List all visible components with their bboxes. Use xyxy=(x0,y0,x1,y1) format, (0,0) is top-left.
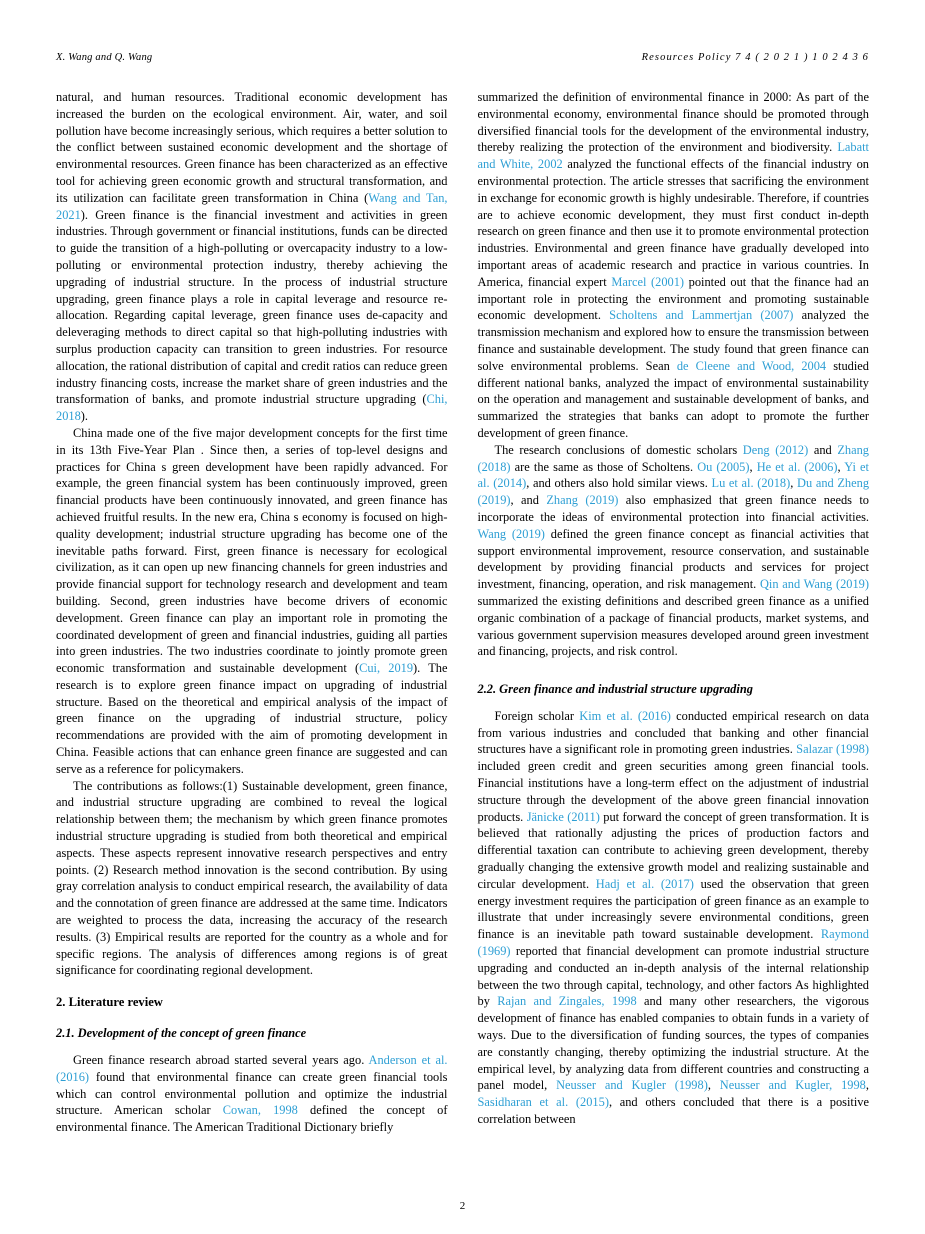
citation-link[interactable]: Raymond (1969) xyxy=(477,927,869,959)
text-run: ). The research is to explore green finance impact on upgrading of industrial structure. Based on the theoretical and empirical analysis of the impact of green finance on the upgrading of industrial structure, policy recommendations are provided with the aim of promoting development in China. Feasible actions that can enhance green finance are suggested and can serve as a reference for policymakers. xyxy=(56,661,448,776)
text-run: , and others also hold similar views. xyxy=(526,476,712,491)
paragraph xyxy=(478,442,870,660)
citation-link[interactable]: Ou (2005) xyxy=(697,459,750,474)
running-head-journal-ref: Resources Policy 7 4 ( 2 0 2 1 ) 1 0 2 4 3 6 xyxy=(641,52,869,63)
text-run: conducted empirical research on data from various industries and concluded that banking and other financial structures have a significant role in promoting green industries. xyxy=(477,708,869,757)
subsection-heading-2-2: 2.2. Green finance and industrial structure upgrading xyxy=(477,682,753,697)
paragraph xyxy=(56,425,448,778)
text-run: and many other researchers, the vigorous development of finance has enabled companies to obtain funds in a variety of ways. Due to the diversification of funding sources, the types of companies are constantly changing, thereby optimizing the industrial structure. At the empirical level, by analyzing data from different countries and constructing a panel model, xyxy=(477,994,869,1093)
citation-link[interactable]: Zhang (2018) xyxy=(477,442,869,474)
citation-link[interactable]: Scholtens and Lammertjan (2007) xyxy=(609,308,794,323)
text-run: reported that financial development can promote industrial structure upgrading and conducted an in-depth analysis of the internal relationship between the two through capital, technology, and other factors As highlighted by xyxy=(477,944,869,1009)
citation-link[interactable]: Rajan and Zingales, 1998 xyxy=(497,994,637,1009)
text-run: , xyxy=(790,476,798,491)
left-column xyxy=(56,89,448,1136)
citation-link[interactable]: Wang (2019) xyxy=(477,526,545,541)
subsection-heading-2-1: 2.1. Development of the concept of green finance xyxy=(56,1026,307,1041)
text-run: , and xyxy=(510,493,547,508)
text-run: analyzed the functional effects of the financial industry on environmental protection. The article stresses that sacrificing the environment in exchange for economic growth is highly undesirable. Therefore, if countries are to achieve economic development, they must first conduct in-depth research on green finance and then use it to promote environmental protection industries. Environmental and green finance have gradually developed into important areas of academic research and practice in various countries. In America, financial expert xyxy=(477,157,869,289)
citation-link[interactable]: Chi, 2018 xyxy=(56,392,448,424)
text-run: summarized the definition of environmental finance in 2000: As part of the environmental economy, environmental finance should be promoted through diversified financial tools for the development of the environmental industry, thereby realizing the protection of the environment and biodiversity. xyxy=(477,90,869,155)
citation-link[interactable]: Lu et al. (2018) xyxy=(711,476,791,491)
text-run: defined the green finance concept as financial activities that support environmental improvement, resource conservation, and sustainable development by providing financial products and services for project investment, financing, operation, and risk management. xyxy=(477,526,869,592)
text-run: studied different national banks, analyzed the impact of environmental sustainability on the operation and management and sustainable development of banks, and summarized the strategies that banks can adopt to promote the further development of green finance. xyxy=(477,358,869,440)
citation-link[interactable]: Marcel (2001) xyxy=(611,274,685,289)
text-run: ). Green finance is the financial investment and activities in green industries. Through government or financial institutions, funds can be directed to guide the transition of a high-polluting or overcapacity industry to a low-polluting or environmental protection industry, thereby achieving the upgrading of industrial structure. In the process of industrial structure upgrading, green finance plays a role in capital leverage and resource re-allocation. Regarding capital leverage, green finance uses de-capacity and deleveraging methods to direct capital so that high-polluting industries with surplus production capacity can transition to green industries. For resource allocation, the rational distribution of capital and credit ratios can reduce green industry financing costs, increase the market share of green industries and the transformation of banks, and promote industrial structure upgrading ( xyxy=(56,207,448,407)
text-run: , and others concluded that there is a positive correlation between xyxy=(477,1095,869,1127)
text-run: , xyxy=(707,1078,720,1093)
citation-link[interactable]: Neusser and Kugler, 1998 xyxy=(719,1078,866,1093)
citation-link[interactable]: Cui, 2019 xyxy=(359,661,414,676)
text-run: pointed out that the finance had an important role in protecting the environment and promoting sustainable economic development. xyxy=(477,274,869,323)
text-run: The research conclusions of domestic scholars xyxy=(494,442,743,457)
running-head xyxy=(56,52,869,63)
citation-link[interactable]: Yi et al. (2014) xyxy=(477,459,869,491)
citation-link[interactable]: Anderson et al. (2016) xyxy=(56,1053,448,1084)
text-run: Foreign scholar xyxy=(494,708,580,723)
citation-link[interactable]: Cowan, 1998 xyxy=(222,1103,298,1118)
citation-link[interactable]: Kim et al. (2016) xyxy=(579,708,671,723)
text-run: summarized the existing definitions and described green finance as a unified organic combination of a package of financial products, market systems, and various government supervision measures developed around green investment and financing, projects, and risk control. xyxy=(477,593,869,659)
text-run: natural, and human resources. Traditional economic development has increased the burden on the ecological environment. Air, water, and soil pollution have become increasingly serious, which requires a better solution to the conflict between sustained economic development and the shortage of environmental resources. Green finance has been characterized as an effective tool for achieving green economic growth and structural transformation, and its utilization can facilitate green transformation in China ( xyxy=(56,90,448,205)
text-run: and xyxy=(808,442,838,457)
paragraph xyxy=(478,708,870,1128)
text-run: analyzed the transmission mechanism and explored how to ensure the transmission between finance and sustainable development. The study found that green finance can solve environmental problems. Sean xyxy=(477,308,869,373)
text-run: put forward the concept of green transformation. It is believed that rationally adjusting the prices of production factors and differential taxation can contribute to achieving green development, thereby gradually changing the extensive growth model and realizing sustainable and circular development. xyxy=(477,809,870,891)
citation-link[interactable]: Jänicke (2011) xyxy=(526,809,600,824)
text-run: China made one of the five major development concepts for the first time in its 13th Five-Year Plan . Since then, a series of top-level designs and practices for China s green development have been rapidly advanced. For example, the green financial system has been continuously improved, green financial products have been continuously innovated, and green finance has achieved fruitful results. In the new era, China s economy is focused on high-quality development; industrial structure upgrading has become one of the inevitable paths forward. First, green finance is necessary for ecological civilization, as it can open up new financing channels for green industries and provide financial support for technology research and development and team building. Second, green industries have become drivers of economic development. Green finance can play an important role in promoting the coordinated development of green and financial industries, guiding all parties into green industries. The two industries coordinate to jointly promote green economic transformation and sustainable development ( xyxy=(56,425,448,676)
citation-link[interactable]: Labatt and White, 2002 xyxy=(477,140,869,172)
text-run: used the observation that green energy investment requires the participation of green finance as an example to illustrate that under increasingly severe environmental conditions, green finance is an inevitable path toward sustainable development. xyxy=(477,876,870,942)
citation-link[interactable]: de Cleene and Wood, 2004 xyxy=(676,358,827,373)
paragraph-continued xyxy=(56,89,448,425)
running-head-authors: X. Wang and Q. Wang xyxy=(56,52,153,63)
text-run: found that environmental finance can create green financial tools which can control environmental pollution and optimize the industrial structure. American scholar xyxy=(56,1069,448,1118)
page-number: 2 xyxy=(459,1200,466,1212)
citation-link[interactable]: Salazar (1998) xyxy=(796,742,869,757)
two-column-body xyxy=(56,89,869,1136)
text-run: Green finance research abroad started several years ago. xyxy=(73,1053,369,1068)
right-column xyxy=(478,89,870,1136)
section-heading-literature-review: 2. Literature review xyxy=(56,995,163,1010)
paragraph xyxy=(56,1052,448,1136)
text-run: , xyxy=(837,459,845,474)
citation-link[interactable]: Sasidharan et al. (2015) xyxy=(477,1095,609,1110)
paragraph-continued xyxy=(478,89,870,442)
text-run: , xyxy=(749,459,757,474)
citation-link[interactable]: Neusser and Kugler (1998) xyxy=(556,1078,708,1093)
paragraph: The contributions as follows:(1) Sustainable development, green finance, and industrial structure upgrading are combined to reveal the logical relationship between them; the mechanism by which green finance promotes industrial structure upgrading is studied from both theoretical and empirical aspects. These aspects represent innovative research perspectives and entry points. (2) Research method innovation is the second contribution. By using gray correlation analysis to conduct empirical research, the availability of data and the connotation of green finance are addressed at the same time. Indicators are weighted to process the data, increasing the accuracy of the research results. (3) Empirical results are reported for the country as a whole and for specific regions. The analysis of differences among regions is of great significance for coordinating regional development. xyxy=(56,778,448,978)
citation-link[interactable]: He et al. (2006) xyxy=(756,459,838,474)
text-run: also emphasized that green finance needs to incorporate the ideas of environmental protection into financial activities. xyxy=(477,493,869,524)
citation-link[interactable]: Hadj et al. (2017) xyxy=(595,876,694,891)
text-run: defined the concept of environmental finance. The American Traditional Dictionary briefly xyxy=(56,1103,448,1135)
text-run: included green credit and green securities among green financial tools. Financial institutions have a long-term effect on the adjustment of industrial structure through the development of the above green financial innovation products. xyxy=(477,759,869,824)
citation-link[interactable]: Zhang (2019) xyxy=(546,493,619,508)
text-run: , xyxy=(865,1078,869,1093)
text-run: ). xyxy=(80,409,89,424)
citation-link[interactable]: Qin and Wang (2019) xyxy=(759,577,869,592)
citation-link[interactable]: Deng (2012) xyxy=(742,442,809,457)
citation-link[interactable]: Wang and Tan, 2021 xyxy=(56,190,448,222)
text-run: are the same as those of Scholtens. xyxy=(510,459,698,474)
citation-link[interactable]: Du and Zheng (2019) xyxy=(477,476,870,508)
